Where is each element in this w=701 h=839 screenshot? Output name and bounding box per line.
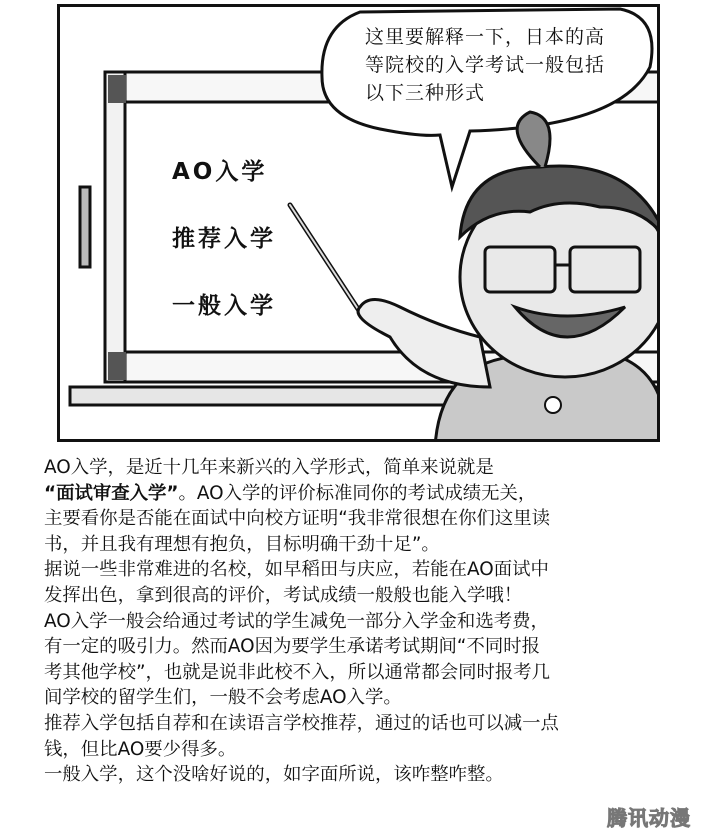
text-line: 钱，但比AO要少得多。 bbox=[44, 738, 237, 760]
text-line: AO入学，是近十几年来新兴的入学形式，简单来说就是 bbox=[44, 457, 494, 478]
speech-bubble-text bbox=[365, 23, 655, 107]
text-line: 发挥出色，拿到很高的评价，考试成绩一般般也能入学哦！ bbox=[44, 584, 523, 606]
board-item-ao: AO入学 bbox=[172, 159, 268, 185]
bubble-line-3: 以下三种形式 bbox=[365, 82, 486, 104]
text-line: 有一定的吸引力。然而AO因为要学生承诺考试期间“不同时报 bbox=[44, 636, 541, 658]
text-span: 。AO入学的评价标准同你的考试成绩无关， bbox=[178, 482, 537, 504]
explanation-text bbox=[44, 455, 674, 788]
text-line: 据说一些非常难进的名校，如早稻田与庆应，若能在AO面试中 bbox=[44, 559, 549, 581]
board-item-general: 一般入学 bbox=[172, 293, 276, 319]
watermark-logo: 腾讯动漫 bbox=[607, 806, 691, 830]
text-line: 推荐入学包括自荐和在读语言学校推荐，通过的话也可以减一点 bbox=[44, 712, 559, 734]
text-line: 书，并且我有理想有抱负，目标明确干劲十足”。 bbox=[44, 533, 440, 555]
bold-term: “面试审查入学” bbox=[44, 482, 179, 504]
text-line: AO入学一般会给通过考试的学生减免一部分入学金和选考费， bbox=[44, 610, 549, 632]
bubble-line-1: 这里要解释一下，日本的高 bbox=[365, 26, 606, 48]
board-item-recommend: 推荐入学 bbox=[172, 226, 276, 252]
text-line: 主要看你是否能在面试中向校方证明“我非常很想在你们这里读 bbox=[44, 508, 551, 530]
bubble-line-2: 等院校的入学考试一般包括 bbox=[365, 54, 606, 76]
text-line: 间学校的留学生们，一般不会考虑AO入学。 bbox=[44, 687, 402, 709]
comic-panel bbox=[57, 4, 660, 442]
text-line: 考其他学校”，也就是说非此校不入，所以通常都会同时报考几 bbox=[44, 661, 551, 683]
text-line: 一般入学，这个没啥好说的，如字面所说，该咋整咋整。 bbox=[44, 764, 504, 786]
text-line bbox=[44, 481, 674, 507]
